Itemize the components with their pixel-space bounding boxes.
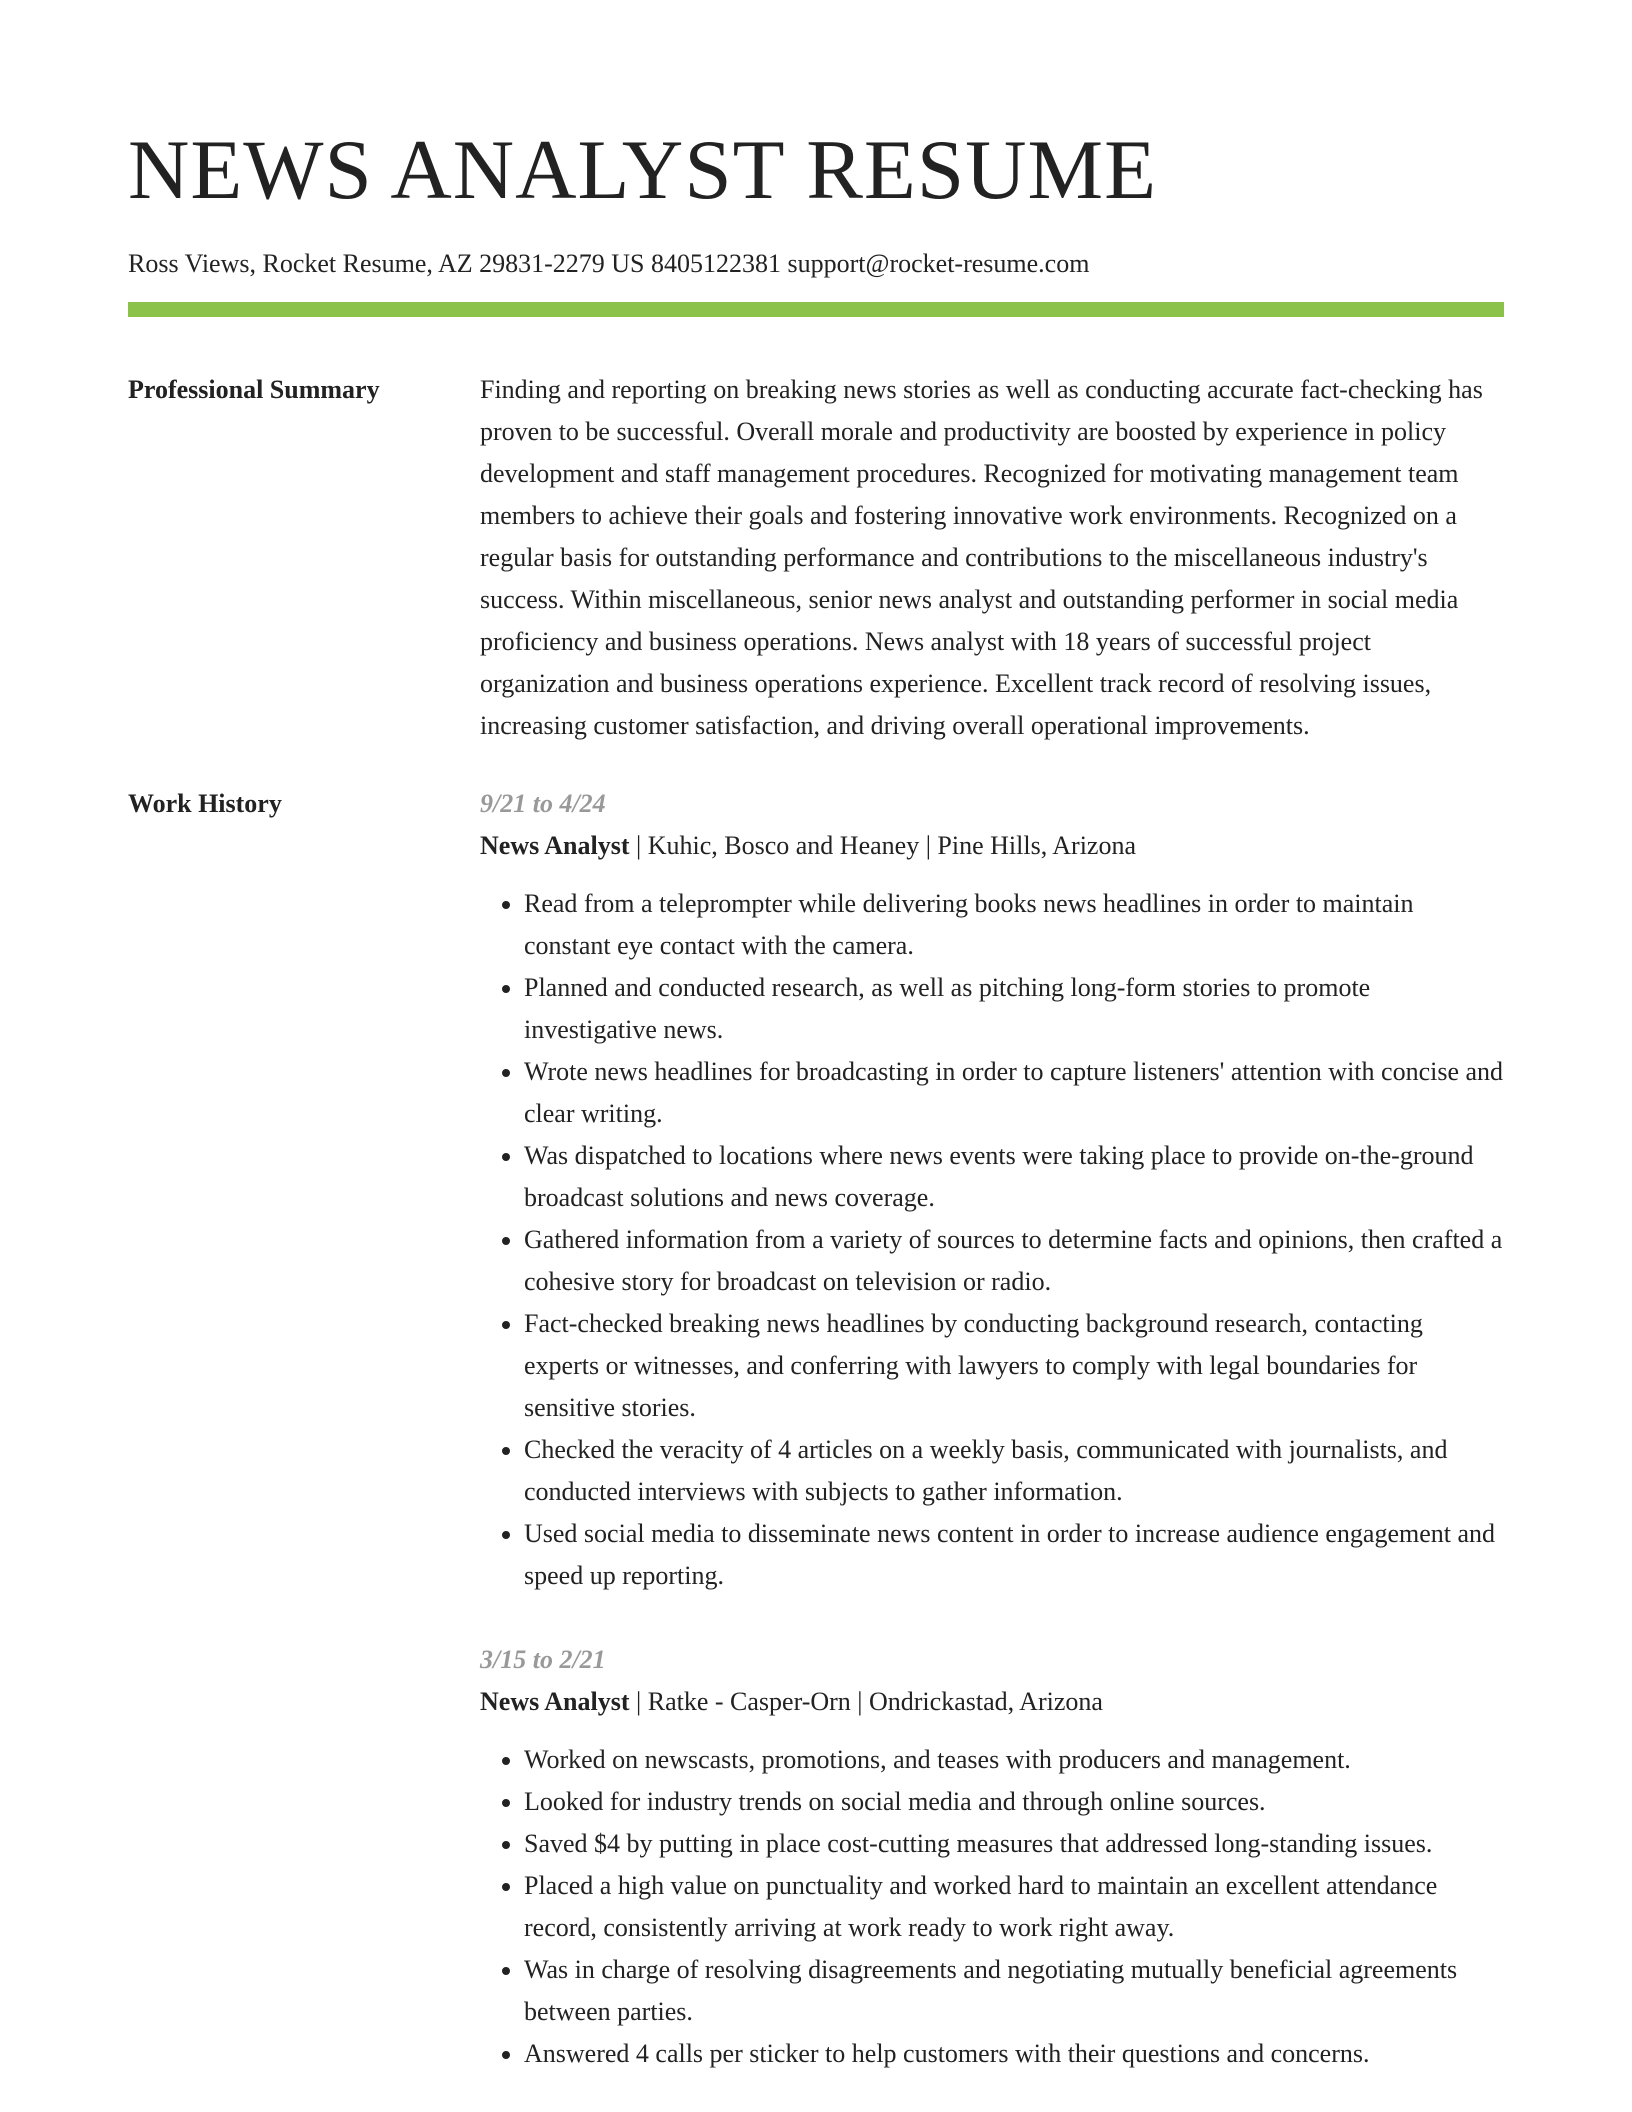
professional-summary-section: [128, 369, 1504, 747]
job-company-location: | Kuhic, Bosco and Heaney | Pine Hills, Arizona: [629, 831, 1136, 860]
contact-info: Ross Views, Rocket Resume, AZ 29831-2279 US 8405122381 support@rocket-resume.com: [128, 249, 1090, 278]
resume-page: [128, 0, 1504, 2075]
job-duty-item: • Gathered information from a variety of sources to determine facts and opinions, then crafted a cohesive story for broadcast on television or radio.: [524, 1219, 1504, 1303]
job-duty-item: • Planned and conducted research, as well as pitching long-form stories to promote investigative news.: [524, 967, 1504, 1051]
job-duty-item: • Was in charge of resolving disagreements and negotiating mutually beneficial agreements between parties.: [524, 1949, 1504, 2033]
job-duty-item: • Fact-checked breaking news headlines by conducting background research, contacting experts or witnesses, and conferring with lawyers to comply with legal boundaries for sensitive stories.: [524, 1303, 1504, 1429]
job-title: News Analyst: [480, 1687, 630, 1716]
job-duties-list: [480, 1739, 1504, 2075]
summary-text: Finding and reporting on breaking news stories as well as conducting accurate fact-checking has proven to be successful. Overall morale and productivity are boosted by experience in policy development and staff management procedures. Recognized for motivating management team members to achieve their goals and fostering innovative work environments. Recognized on a regular basis for outstanding performance and contributions to the miscellaneous industry's success. Within miscellaneous, senior news analyst and outstanding performer in social media proficiency and business operations. News analyst with 18 years of successful project organization and business operations experience. Excellent track record of resolving issues, increasing customer satisfaction, and driving overall operational improvements.: [480, 375, 1483, 740]
job-entry: [480, 783, 1504, 1597]
header-divider: [128, 302, 1504, 317]
job-dates: 3/15 to 2/21: [480, 1645, 606, 1674]
summary-body: [480, 369, 1504, 747]
job-title: News Analyst: [480, 831, 630, 860]
job-entry: [480, 1639, 1504, 2075]
job-duty-item: • Answered 4 calls per sticker to help customers with their questions and concerns.: [524, 2033, 1504, 2075]
job-duty-item: • Looked for industry trends on social media and through online sources.: [524, 1781, 1504, 1823]
work-history-section: [128, 783, 1504, 2075]
job-duty-item: • Checked the veracity of 4 articles on a weekly basis, communicated with journalists, and conducted interviews with subjects to gather information.: [524, 1429, 1504, 1513]
job-dates: 9/21 to 4/24: [480, 789, 606, 818]
job-heading: [480, 825, 1504, 867]
job-duty-item: • Saved $4 by putting in place cost-cutting measures that addressed long-standing issues.: [524, 1823, 1504, 1865]
work-history-body: [480, 783, 1504, 2075]
section-label-summary: Professional Summary: [128, 375, 380, 404]
resume-title: NEWS ANALYST RESUME: [128, 123, 1157, 217]
job-duty-item: • Read from a teleprompter while delivering books news headlines in order to maintain constant eye contact with the camera.: [524, 883, 1504, 967]
job-duty-item: • Worked on newscasts, promotions, and teases with producers and management.: [524, 1739, 1504, 1781]
section-label-work: Work History: [128, 789, 282, 818]
job-duty-item: • Placed a high value on punctuality and worked hard to maintain an excellent attendance record, consistently arriving at work ready to work right away.: [524, 1865, 1504, 1949]
job-duty-item: • Wrote news headlines for broadcasting in order to capture listeners' attention with concise and clear writing.: [524, 1051, 1504, 1135]
job-heading: [480, 1681, 1504, 1723]
job-duties-list: [480, 883, 1504, 1597]
job-duty-item: • Used social media to disseminate news content in order to increase audience engagement and speed up reporting.: [524, 1513, 1504, 1597]
job-company-location: | Ratke - Casper-Orn | Ondrickastad, Arizona: [629, 1687, 1103, 1716]
job-duty-item: • Was dispatched to locations where news events were taking place to provide on-the-ground broadcast solutions and news coverage.: [524, 1135, 1504, 1219]
